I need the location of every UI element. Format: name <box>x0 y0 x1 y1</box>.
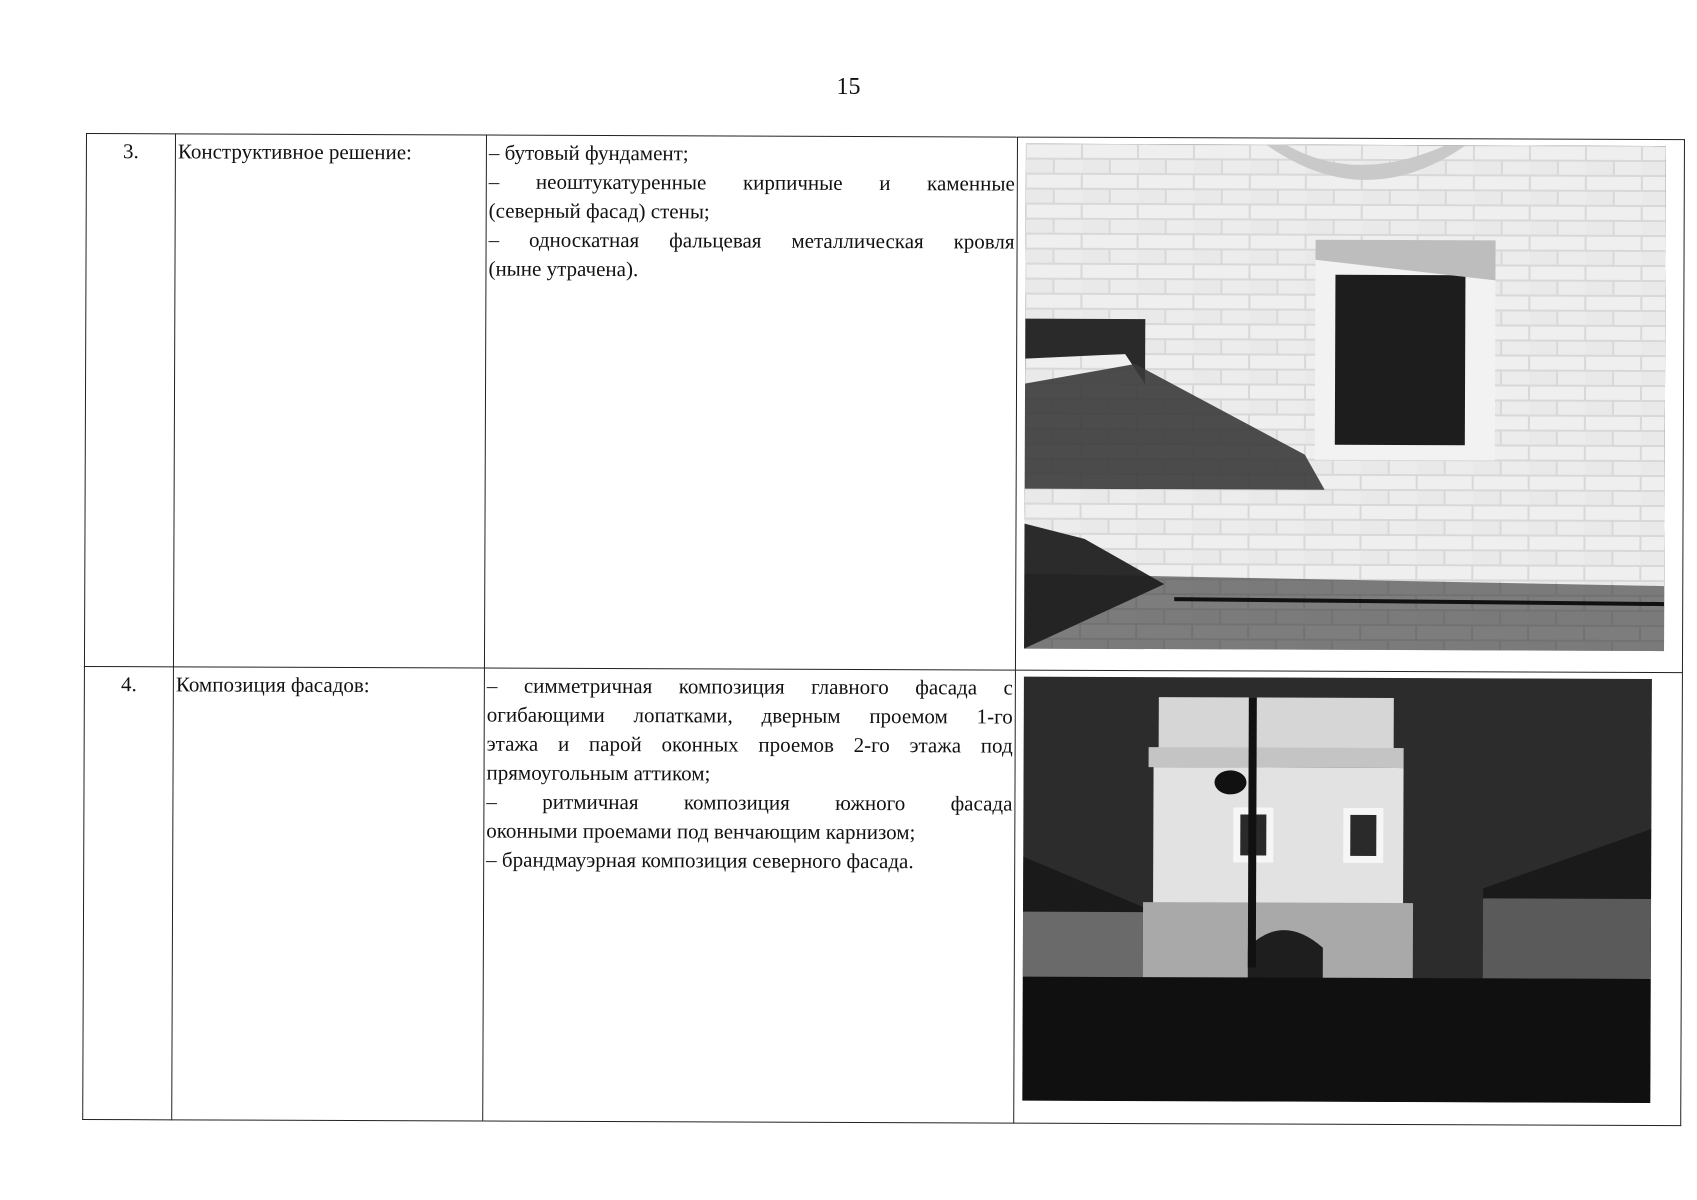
brick-wall-photo <box>1024 144 1666 651</box>
description-line: (ныне утрачена). <box>488 256 639 282</box>
description-line: – односкатная фальцевая металлическая кровля <box>488 227 1015 254</box>
description-line: – неоштукатуренные кирпичные и каменные <box>488 169 1015 196</box>
photo-cell <box>1014 670 1683 1126</box>
table-row <box>84 134 1684 673</box>
description-line: – бутовый фундамент; <box>488 140 689 166</box>
description-line: этажа и парой оконных проемов 2-го этажа под <box>486 731 1013 758</box>
row-number: 3. <box>84 134 175 667</box>
row-description <box>484 135 1017 670</box>
description-line: прямоугольным аттиком; <box>486 760 711 786</box>
table-row <box>83 666 1683 1125</box>
row-label: Композиция фасадов: <box>172 667 485 1121</box>
building-facade-image <box>1022 677 1652 1103</box>
row-label: Конструктивное решение: <box>173 134 486 668</box>
description-line: оконными проемами под венчающим карнизом; <box>486 818 916 845</box>
building-facade-photo <box>1022 677 1652 1103</box>
description-line: огибающими лопатками, дверным проемом 1-го <box>486 702 1013 729</box>
description-line: – симметричная композиция главного фасада с <box>486 673 1013 700</box>
row-description <box>483 668 1016 1123</box>
monument-table <box>82 133 1685 1126</box>
description-line: (северный фасад) стены; <box>488 198 710 224</box>
brick-wall-image <box>1024 144 1666 651</box>
photo-cell <box>1015 137 1684 673</box>
page-number: 15 <box>836 74 861 100</box>
row-number: 4. <box>83 666 174 1119</box>
description-line: – брандмауэрная композиция северного фасада. <box>486 847 914 874</box>
description-line: – ритмичная композиция южного фасада <box>486 789 1013 816</box>
